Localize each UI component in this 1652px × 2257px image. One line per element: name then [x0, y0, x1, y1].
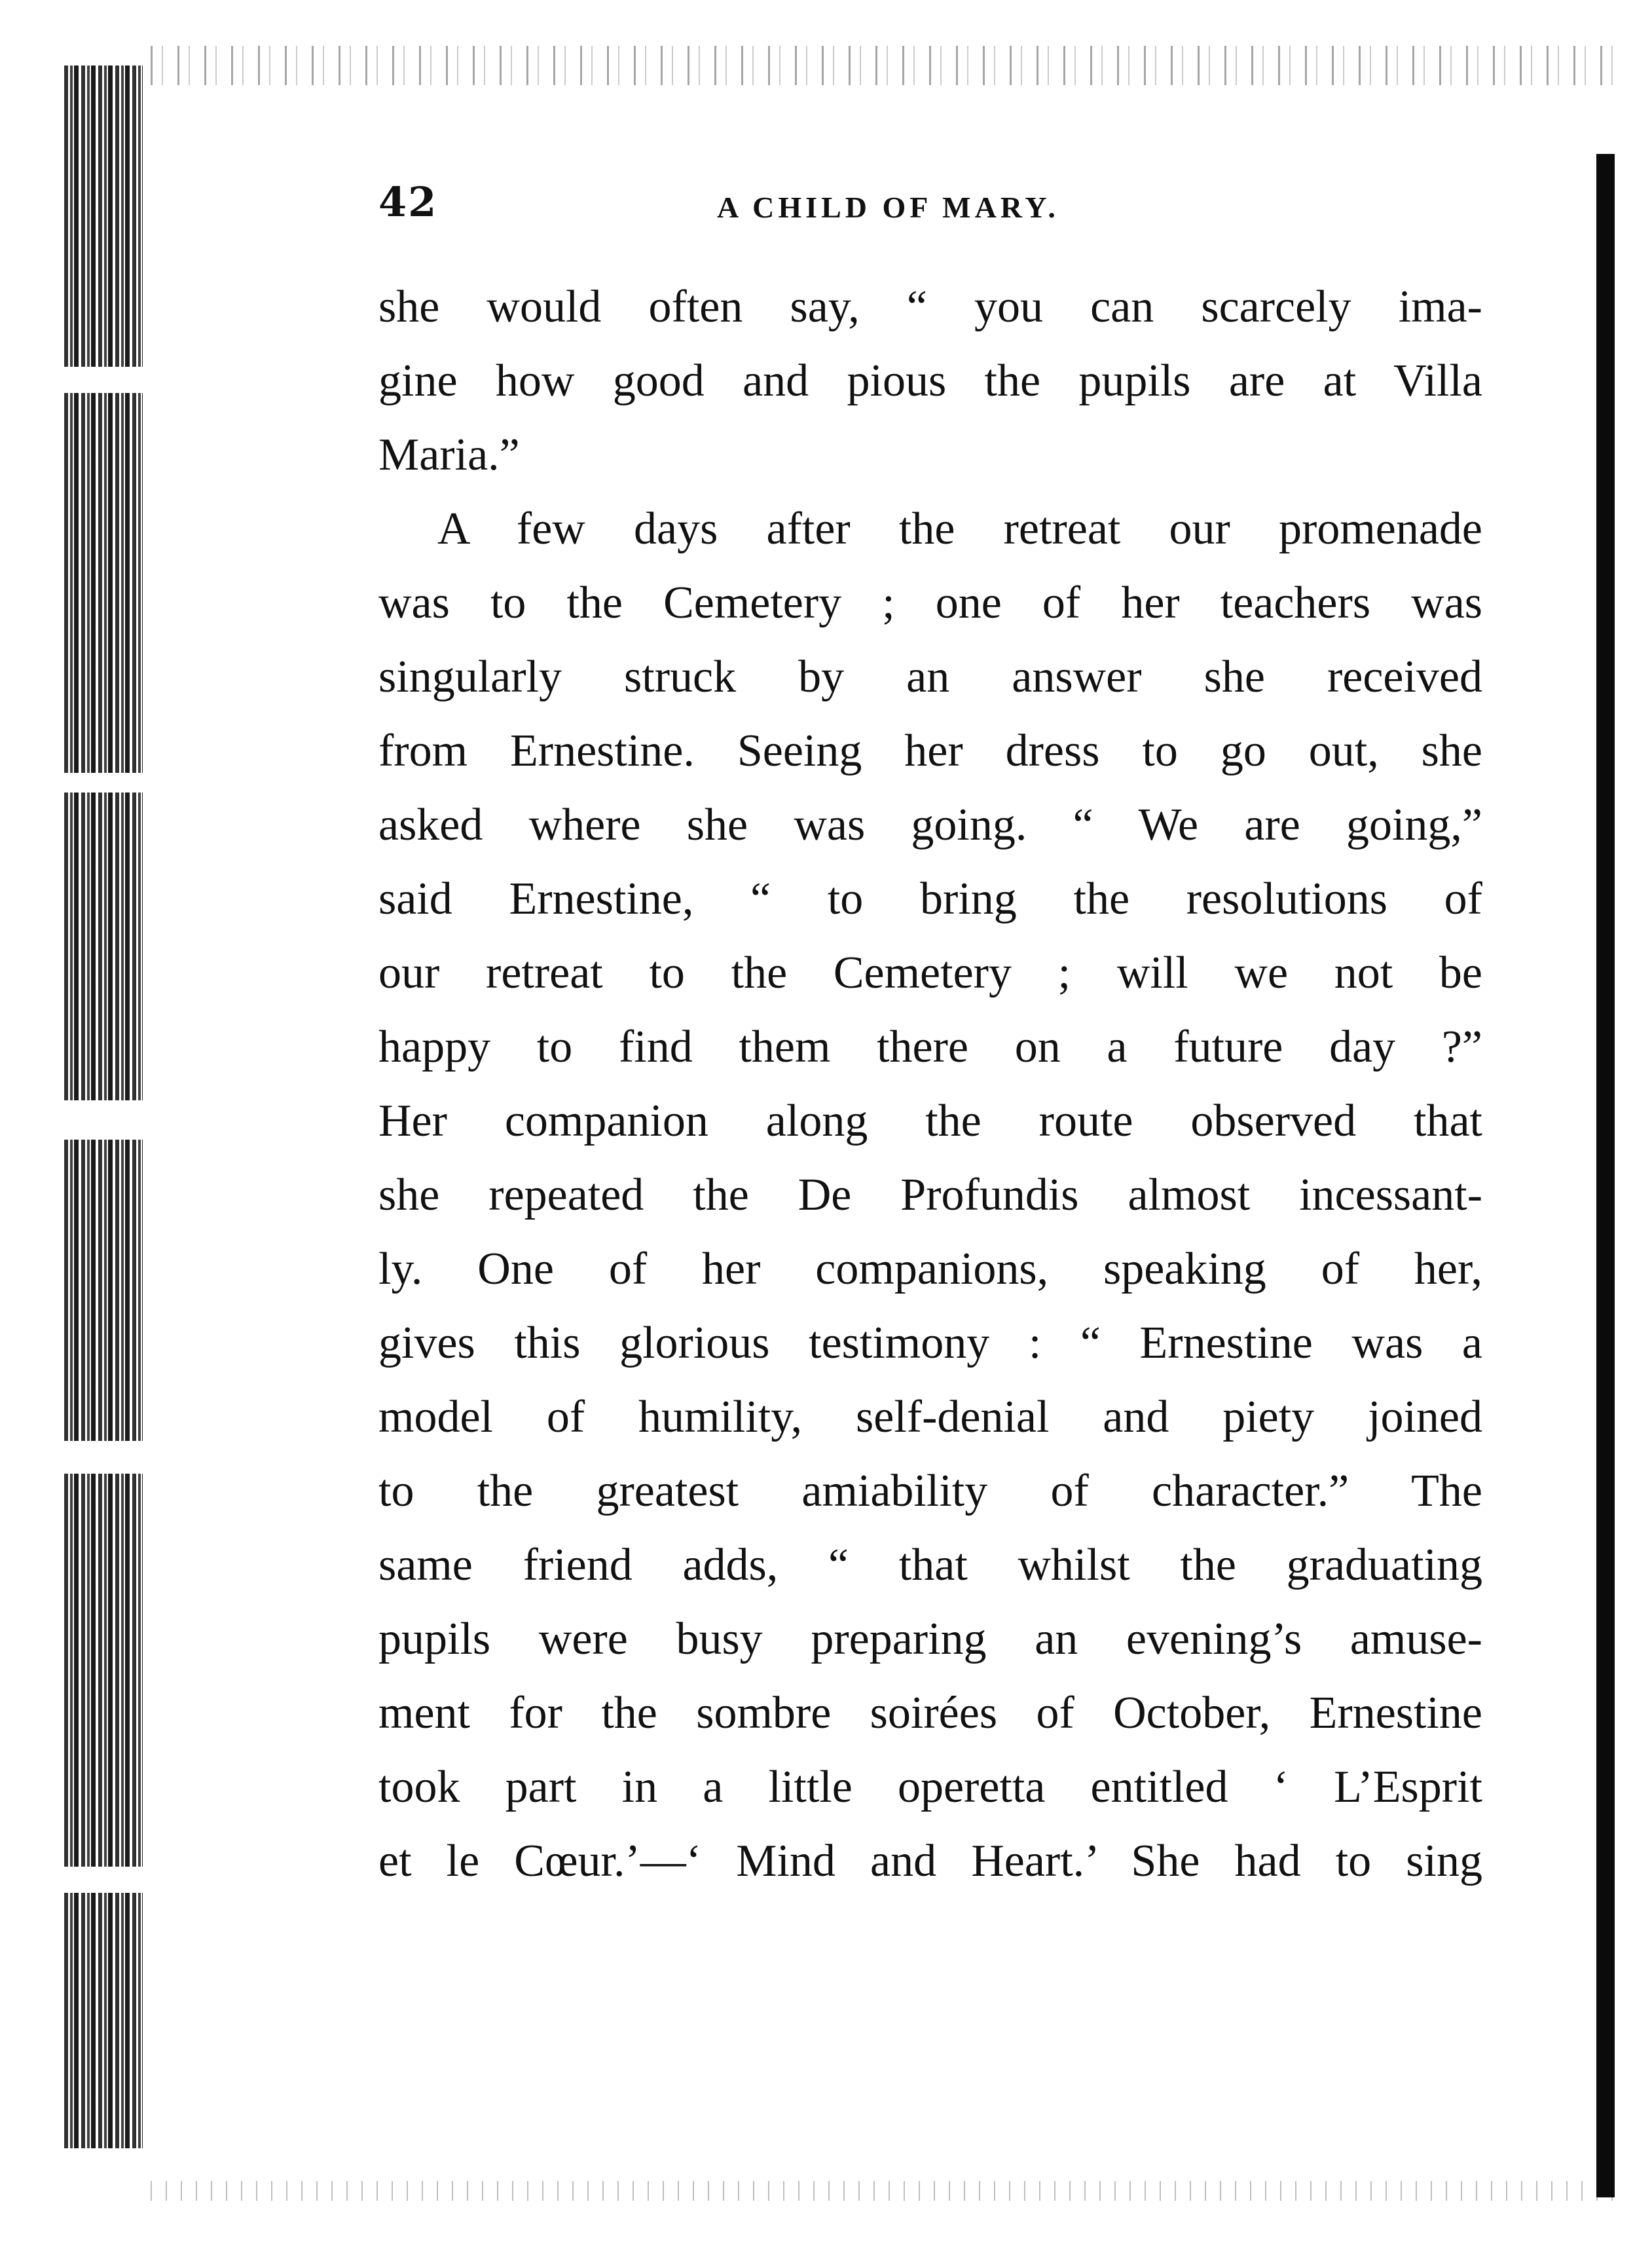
text-line: said Ernestine, “ to bring the resolutions of: [378, 874, 1482, 924]
text-line: pupils were busy preparing an evening’s amuse-: [378, 1614, 1482, 1664]
text-line: Her companion along the route observed that: [378, 1096, 1482, 1146]
text-line: happy to find them there on a future day ?”: [378, 1022, 1482, 1072]
text-line: singularly struck by an answer she received: [378, 652, 1482, 702]
binding-gap: [64, 1100, 143, 1140]
text-line: gine how good and pious the pupils are at Villa: [378, 356, 1482, 406]
binding-gap: [64, 367, 143, 393]
text-line: asked where she was going. “ We are going,”: [378, 800, 1482, 850]
binding-gap: [64, 773, 143, 793]
scan-noise-bottom: [151, 2181, 1617, 2201]
text-line: she would often say, “ you can scarcely ima-: [378, 282, 1482, 332]
page-right-edge: [1596, 154, 1615, 2197]
text-line: same friend adds, “ that whilst the graduating: [378, 1540, 1482, 1590]
text-line: took part in a little operetta entitled ‘ L’Esprit: [378, 1762, 1482, 1812]
text-line: our retreat to the Cemetery ; will we not be: [378, 948, 1482, 998]
running-title: A CHILD OF MARY.: [717, 191, 1059, 224]
scan-noise-top: [151, 46, 1617, 85]
text-line: Maria.”: [378, 430, 520, 480]
binding-gap: [64, 1441, 143, 1474]
text-line: was to the Cemetery ; one of her teachers was: [378, 578, 1482, 628]
text-line: model of humility, self-denial and piety joined: [378, 1392, 1482, 1442]
page-number: 42: [378, 178, 438, 226]
text-line: ly. One of her companions, speaking of her,: [378, 1244, 1482, 1294]
body-text: [378, 270, 1482, 1898]
binding-gap: [64, 1867, 143, 1893]
text-line: she repeated the De Profundis almost incessant-: [378, 1170, 1482, 1220]
text-line: to the greatest amiability of character.” The: [378, 1466, 1482, 1516]
text-line: gives this glorious testimony : “ Ernestine was a: [378, 1318, 1482, 1368]
text-line: from Ernestine. Seeing her dress to go out, she: [378, 726, 1482, 776]
text-line: et le Cœur.’—‘ Mind and Heart.’ She had to sing: [378, 1836, 1482, 1886]
text-line: A few days after the retreat our promenade: [437, 504, 1482, 554]
text-line: ment for the sombre soirées of October, Ernestine: [378, 1688, 1482, 1738]
